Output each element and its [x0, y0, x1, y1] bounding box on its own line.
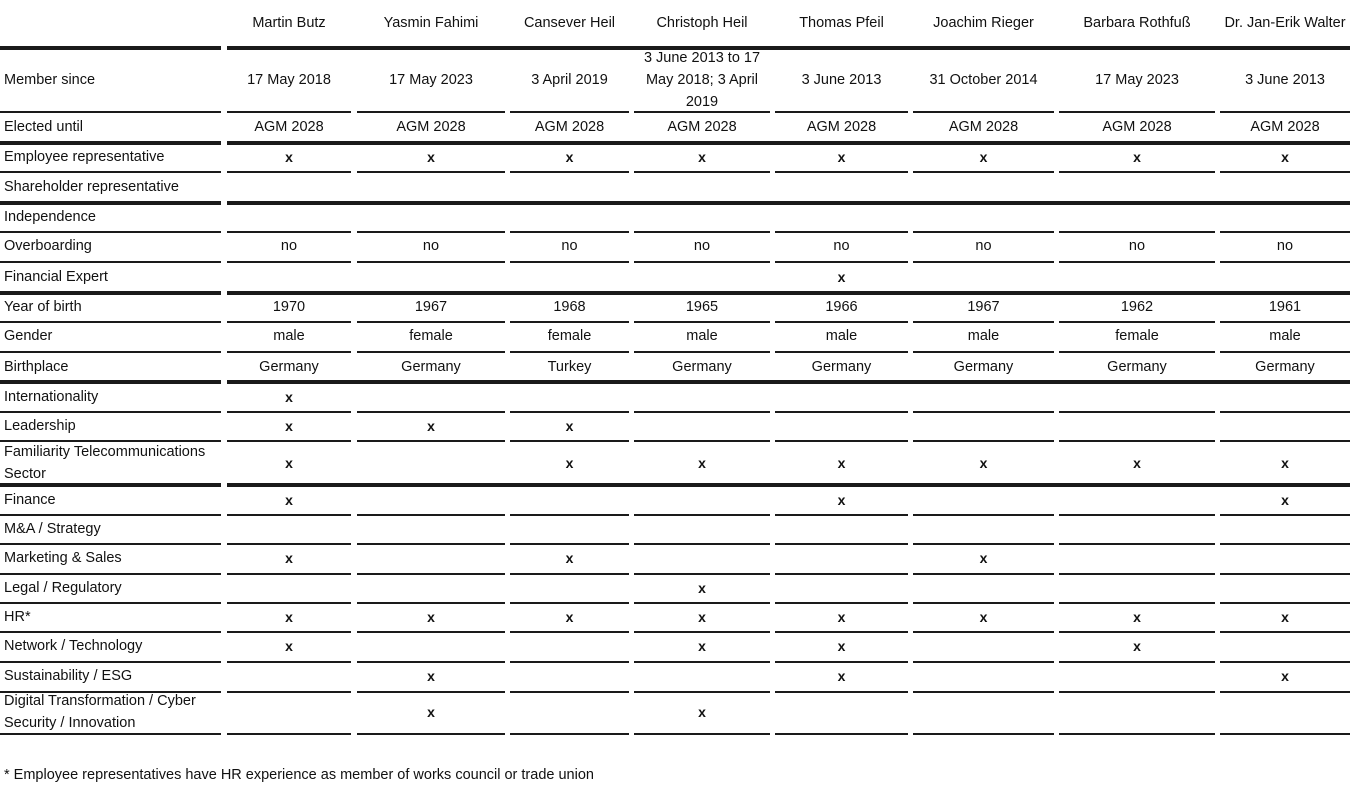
table-cell: AGM 2028 [254, 119, 324, 135]
table-cell [510, 693, 629, 731]
table-cell [913, 413, 1054, 438]
check-mark: x [1133, 638, 1141, 654]
table-cell [357, 575, 505, 600]
check-mark: x [1281, 608, 1289, 625]
row-label: Sustainability / ESG [4, 668, 133, 684]
table-cell [357, 384, 505, 409]
table-cell: no [975, 238, 992, 254]
member-name: Martin Butz [252, 15, 326, 31]
member-name: Dr. Jan-Erik Walter [1224, 15, 1346, 31]
table-cell: Germany [1255, 358, 1315, 375]
table-cell: no [693, 238, 711, 254]
check-mark: x [1133, 608, 1141, 625]
table-cell [227, 205, 351, 229]
table-row [0, 233, 1354, 263]
table-cell: no [561, 238, 578, 254]
table-cell [357, 633, 505, 659]
table-cell [1059, 545, 1215, 571]
table-cell [775, 205, 908, 229]
check-mark: x [837, 608, 846, 625]
row-label: Leadership [4, 417, 76, 434]
check-mark: x [1281, 149, 1289, 165]
table-cell [775, 545, 908, 571]
table-cell: male [967, 328, 1000, 344]
table-cell [510, 173, 629, 201]
table-cell: 1965 [685, 299, 719, 315]
table-cell [775, 693, 908, 731]
check-mark: x [565, 608, 574, 625]
check-mark: x [427, 149, 435, 165]
check-mark: x [698, 454, 706, 471]
table-cell [510, 516, 629, 541]
table-cell [510, 663, 629, 689]
table-cell [1220, 384, 1350, 409]
cell-divider [1220, 733, 1350, 735]
row-label: Overboarding [4, 238, 92, 254]
table-cell [1059, 516, 1215, 541]
row-label: Birthplace [4, 358, 69, 375]
table-cell [227, 173, 351, 201]
row-label: Employee representative [4, 149, 165, 165]
table-cell: female [1115, 328, 1159, 344]
header-row [0, 0, 1354, 50]
check-mark: x [698, 704, 706, 720]
table-cell [1220, 693, 1350, 731]
table-row [0, 50, 1354, 113]
table-cell: no [1128, 238, 1146, 254]
table-cell [1059, 487, 1215, 512]
table-cell [913, 487, 1054, 512]
table-cell [1059, 413, 1215, 438]
table-row [0, 633, 1354, 663]
table-cell [227, 575, 351, 600]
check-mark: x [698, 608, 706, 625]
table-cell: 17 May 2023 [389, 71, 473, 88]
table-cell [357, 263, 505, 291]
table-cell: male [686, 328, 718, 344]
table-cell: Germany [672, 358, 732, 375]
row-label: Internationality [4, 388, 99, 405]
table-cell [357, 487, 505, 512]
member-name: Joachim Rieger [933, 15, 1034, 31]
table-cell [1059, 173, 1215, 201]
table-cell [913, 516, 1054, 541]
table-row [0, 604, 1354, 633]
table-cell [357, 545, 505, 571]
table-cell: AGM 2028 [534, 119, 605, 135]
cell-divider [357, 733, 505, 735]
table-cell [510, 205, 629, 229]
check-mark: x [979, 149, 988, 165]
footnote: * Employee representatives have HR experience as member of works council or trade union [4, 767, 594, 783]
member-name: Yasmin Fahimi [383, 15, 479, 31]
table-row [0, 353, 1354, 384]
check-mark: x [1281, 491, 1289, 508]
table-cell [1059, 693, 1215, 731]
check-mark: x [979, 550, 988, 566]
table-cell [1220, 413, 1350, 438]
check-mark: x [427, 704, 435, 720]
table-cell [634, 663, 770, 689]
check-mark: x [565, 417, 574, 434]
table-cell: no [280, 238, 298, 254]
table-cell: 1962 [1120, 299, 1154, 315]
table-cell [913, 384, 1054, 409]
table-cell: no [1276, 238, 1294, 254]
table-cell: Germany [811, 358, 872, 375]
table-cell: Germany [953, 358, 1014, 375]
check-mark: x [698, 149, 706, 165]
check-mark: x [979, 454, 988, 471]
row-label: Member since [4, 71, 96, 88]
check-mark: x [979, 608, 988, 625]
table-cell [913, 575, 1054, 600]
table-cell: male [825, 328, 858, 344]
table-cell [510, 263, 629, 291]
table-cell: Germany [401, 358, 461, 375]
table-row [0, 173, 1354, 205]
cell-divider [1059, 733, 1215, 735]
table-cell: 17 May 2023 [1095, 71, 1179, 88]
table-cell [775, 575, 908, 600]
table-row [0, 693, 1354, 735]
row-label: Independence [4, 209, 96, 225]
table-cell: 1967 [967, 299, 1000, 315]
cell-divider [913, 733, 1054, 735]
table-cell [1059, 263, 1215, 291]
table-cell [357, 442, 505, 483]
table-cell: 17 May 2018 [247, 71, 331, 88]
table-cell: 3 June 2013 [1245, 71, 1325, 88]
check-mark: x [427, 668, 435, 684]
cell-divider [634, 733, 770, 735]
table-row [0, 113, 1354, 145]
check-mark: x [285, 608, 293, 625]
table-row [0, 575, 1354, 604]
table-cell [1059, 205, 1215, 229]
table-row [0, 295, 1354, 323]
table-cell: female [547, 328, 592, 344]
table-cell [775, 516, 908, 541]
check-mark: x [837, 454, 846, 471]
table-cell: AGM 2028 [1250, 119, 1320, 135]
table-cell [357, 516, 505, 541]
check-mark: x [285, 388, 293, 405]
table-row [0, 545, 1354, 575]
row-label: HR* [4, 608, 31, 625]
row-label: Network / Technology [4, 638, 143, 654]
row-label: Legal / Regulatory [4, 579, 122, 596]
table-cell: 1961 [1268, 299, 1302, 315]
table-cell [913, 633, 1054, 659]
table-cell: 3 June 2013 to 17 May 2018; 3 April 2019 [643, 49, 761, 110]
cell-divider [775, 733, 908, 735]
table-cell [913, 663, 1054, 689]
member-name: Christoph Heil [656, 15, 748, 31]
table-cell [227, 263, 351, 291]
table-cell [634, 263, 770, 291]
row-label: Year of birth [4, 299, 82, 315]
check-mark: x [837, 491, 846, 508]
table-cell [227, 663, 351, 689]
table-cell [510, 575, 629, 600]
table-row [0, 205, 1354, 233]
table-cell: AGM 2028 [667, 119, 737, 135]
check-mark: x [837, 269, 846, 285]
check-mark: x [1281, 668, 1289, 684]
table-cell [634, 384, 770, 409]
table-cell: male [1269, 328, 1301, 344]
row-label: Finance [4, 491, 56, 508]
table-cell [1220, 263, 1350, 291]
check-mark: x [285, 638, 293, 654]
check-mark: x [285, 550, 293, 566]
table-cell [1059, 384, 1215, 409]
check-mark: x [427, 608, 435, 625]
table-cell: 3 June 2013 [801, 71, 882, 88]
row-label: Digital Transformation / Cyber Security / Innovation [4, 693, 196, 731]
check-mark: x [285, 417, 293, 434]
check-mark: x [285, 149, 293, 165]
check-mark: x [698, 579, 706, 596]
table-cell [1059, 575, 1215, 600]
check-mark: x [565, 149, 574, 165]
row-label: Shareholder representative [4, 179, 179, 195]
member-name: Cansever Heil [523, 15, 616, 31]
check-mark: x [285, 454, 293, 471]
check-mark: x [1133, 149, 1141, 165]
table-cell [913, 205, 1054, 229]
table-cell [1220, 205, 1350, 229]
row-label: Gender [4, 328, 53, 344]
check-mark: x [285, 491, 293, 508]
table-cell [1220, 633, 1350, 659]
row-label: Financial Expert [4, 269, 108, 285]
table-cell [775, 384, 908, 409]
table-row [0, 323, 1354, 353]
table-cell: 1968 [553, 299, 586, 315]
table-cell: Turkey [547, 358, 592, 375]
table-cell [227, 516, 351, 541]
table-cell [227, 693, 351, 731]
table-row [0, 145, 1354, 173]
table-row [0, 413, 1354, 442]
table-cell: 3 April 2019 [531, 71, 608, 88]
table-cell [634, 545, 770, 571]
table-cell [775, 413, 908, 438]
check-mark: x [837, 638, 846, 654]
table-cell [634, 173, 770, 201]
table-cell: male [273, 328, 305, 344]
table-cell [775, 173, 908, 201]
check-mark: x [1281, 454, 1289, 471]
table-cell [634, 205, 770, 229]
cell-divider [227, 733, 351, 735]
table-cell [510, 384, 629, 409]
table-cell [913, 263, 1054, 291]
check-mark: x [427, 417, 435, 434]
table-cell [1220, 516, 1350, 541]
table-cell: Germany [1107, 358, 1167, 375]
row-label: Familiarity Telecommunications Sector [4, 443, 206, 482]
table-row [0, 442, 1354, 487]
table-cell: 31 October 2014 [929, 71, 1038, 88]
table-cell [634, 487, 770, 512]
table-cell: Germany [259, 358, 319, 375]
table-cell [634, 516, 770, 541]
table-row [0, 487, 1354, 516]
table-cell: AGM 2028 [806, 119, 877, 135]
table-cell [1059, 663, 1215, 689]
row-label: M&A / Strategy [4, 520, 101, 537]
table-row [0, 516, 1354, 545]
table-cell [510, 487, 629, 512]
table-cell: AGM 2028 [1102, 119, 1172, 135]
cell-divider [510, 733, 629, 735]
table-cell: 1967 [414, 299, 448, 315]
check-mark: x [837, 149, 846, 165]
check-mark: x [698, 638, 706, 654]
table-cell: AGM 2028 [396, 119, 466, 135]
member-name: Barbara Rothfuß [1083, 15, 1191, 31]
table-cell: no [422, 238, 440, 254]
table-row [0, 663, 1354, 693]
table-cell [1220, 575, 1350, 600]
table-cell [510, 633, 629, 659]
check-mark: x [565, 550, 574, 566]
table-cell [357, 205, 505, 229]
row-label: Marketing & Sales [4, 550, 122, 566]
table-cell: no [833, 238, 850, 254]
member-name: Thomas Pfeil [799, 15, 884, 31]
table-cell [1220, 173, 1350, 201]
check-mark: x [1133, 454, 1141, 471]
table-cell [357, 173, 505, 201]
table-cell: 1966 [825, 299, 858, 315]
table-cell [913, 173, 1054, 201]
row-label: Elected until [4, 119, 83, 135]
check-mark: x [837, 668, 846, 684]
table-row [0, 384, 1354, 413]
check-mark: x [565, 454, 574, 471]
table-cell [913, 693, 1054, 731]
table-cell: AGM 2028 [948, 119, 1019, 135]
table-cell [634, 413, 770, 438]
table-row [0, 263, 1354, 295]
table-cell: 1970 [272, 299, 306, 315]
table-cell: female [409, 328, 453, 344]
table-cell [1220, 545, 1350, 571]
